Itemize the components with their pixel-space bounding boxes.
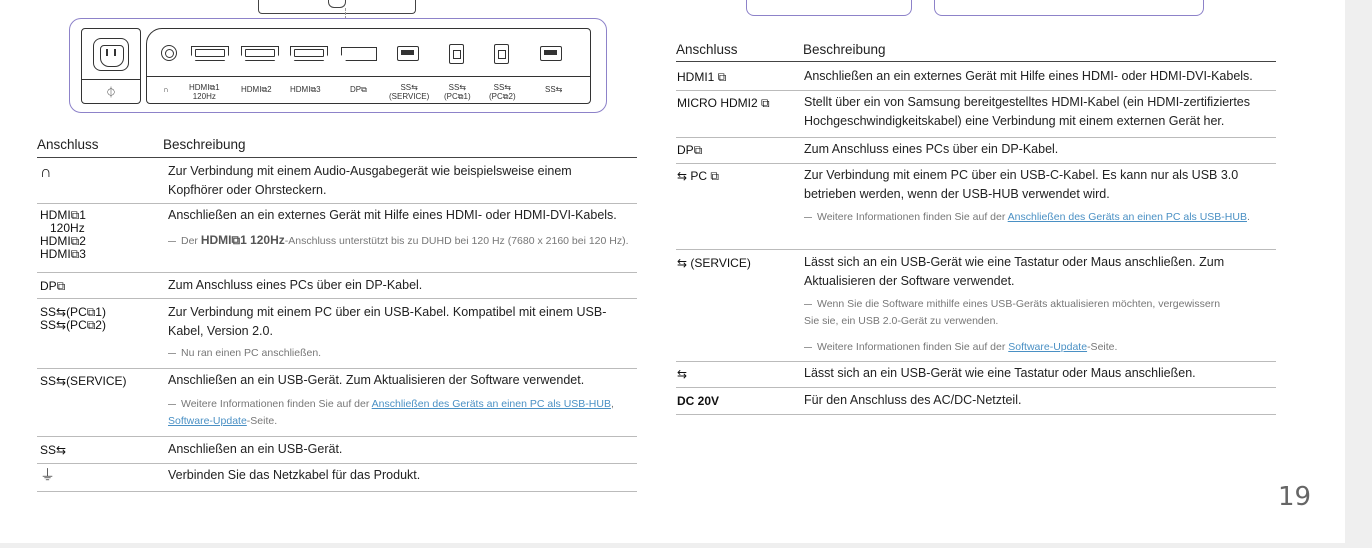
- left-row-port: HDMI⧉1 120Hz HDMI⧉2 HDMI⧉3: [40, 208, 86, 261]
- dp-port-label: DP⧉: [350, 85, 367, 94]
- left-row-desc: Anschließen an ein USB-Gerät. Zum Aktualisieren der Software verwendet.: [168, 373, 585, 387]
- hdmi3-port-icon: [290, 46, 328, 61]
- software-update-link[interactable]: Software-Update: [168, 415, 247, 427]
- usb-hub-link[interactable]: Anschließen des Geräts an einen PC als USB-HUB: [371, 398, 611, 410]
- usb-service-port-label: SS⇆ (SERVICE): [389, 83, 430, 101]
- left-col-header-desc: Beschreibung: [163, 137, 246, 152]
- usb-pc2-port-icon: [494, 44, 509, 64]
- right-row-port: HDMI1 ⧉: [677, 70, 727, 84]
- right-row-port: ⇆ (SERVICE): [677, 256, 751, 270]
- left-row-desc: Zum Anschluss eines PCs über ein DP-Kabel.: [168, 278, 423, 292]
- right-row-desc: Zur Verbindung mit einem PC über ein USB-C-Kabel. Es kann nur als USB 3.0 betrieben werden, wenn der USB-HUB verwendet wird.: [804, 168, 1239, 201]
- right-row-desc: Lässt sich an ein USB-Gerät wie eine Tastatur oder Maus anschließen.: [804, 366, 1196, 380]
- connector-diagram: [66, 0, 608, 116]
- right-row-desc: Stellt über ein von Samsung bereitgestelltes HDMI-Kabel (ein HDMI-zertifiziertes Hochgeschwindigkeitskabel) eine Verbindung mit einem externen Gerät her.: [804, 95, 1251, 128]
- right-row-port: DP⧉: [677, 143, 703, 157]
- usb-hub-link[interactable]: Anschließen des Geräts an einen PC als USB-HUB: [1007, 211, 1247, 223]
- software-update-link[interactable]: Software-Update: [1008, 341, 1088, 353]
- right-row-port: ⇆: [677, 367, 688, 381]
- left-row-note: Nu ran einen PC anschließen.: [168, 345, 628, 362]
- page-number: 19: [1278, 482, 1312, 512]
- hdmi2-port-label: HDMI⧉2: [241, 85, 272, 94]
- hdmi3-port-label: HDMI⧉3: [290, 85, 321, 94]
- right-row-note: Weitere Informationen finden Sie auf der Software-Update-Seite.: [804, 339, 1264, 356]
- left-row-desc: Zur Verbindung mit einem PC über ein USB-Kabel. Kompatibel mit einem USB-Kabel, Version 2.0.: [168, 305, 607, 338]
- audio-port-icon: [161, 45, 177, 61]
- right-row-note: Weitere Informationen finden Sie auf der Anschließen des Geräts an einen PC als USB-HUB.: [804, 209, 1259, 226]
- power-plug-icon: ⏚: [40, 467, 56, 484]
- usb-pc1-port-icon: [449, 44, 464, 64]
- right-row-desc: Lässt sich an ein USB-Gerät wie eine Tastatur oder Maus anschließen. Zum Aktualisieren der Software verwendet.: [804, 255, 1225, 288]
- audio-port-label: ∩: [163, 85, 169, 94]
- power-block: [81, 28, 141, 104]
- right-row-note: Wenn Sie die Software mithilfe eines USB-Geräts aktualisieren möchten, vergewissern Sie sie, ein USB 2.0-Gerät zu verwenden.: [804, 298, 1221, 327]
- left-row-note: Weitere Informationen finden Sie auf der Anschließen des Geräts an einen PC als USB-HUB, Software-Update-Seite.: [168, 398, 614, 427]
- left-col-header-port: Anschluss: [37, 137, 99, 152]
- right-row-desc: Für den Anschluss des AC/DC-Netzteil.: [804, 393, 1022, 407]
- hdmi1-port-label: HDMI⧉1 120Hz: [189, 83, 220, 101]
- right-col-header-port: Anschluss: [676, 42, 738, 57]
- left-row-port: DP⧉: [40, 279, 66, 293]
- power-socket-icon: [93, 38, 129, 71]
- right-row-port: MICRO HDMI2 ⧉: [677, 96, 770, 110]
- left-row-port: SS⇆(SERVICE): [40, 374, 127, 388]
- cutoff-shape-left: [746, 0, 912, 16]
- left-row-note: Der HDMI⧉1 120Hz-Anschluss unterstützt bis zu DUHD bei 120 Hz (7680 x 2160 bei 120 Hz).: [168, 232, 630, 250]
- left-row-desc: Verbinden Sie das Netzkabel für das Produkt.: [168, 468, 421, 482]
- stand-neck: [328, 0, 346, 8]
- hdmi1-port-icon: [191, 46, 229, 61]
- right-row-desc: Zum Anschluss eines PCs über ein DP-Kabel.: [804, 142, 1059, 156]
- cutoff-shape-right: [934, 0, 1204, 16]
- port-block: [146, 28, 591, 104]
- usb-a-port-label: SS⇆: [545, 85, 563, 94]
- hdmi2-port-icon: [241, 46, 279, 61]
- usb-a-port-icon: [540, 46, 562, 61]
- right-scroll-rail[interactable]: [1345, 0, 1372, 548]
- bottom-bar: [0, 543, 1372, 548]
- right-row-port: ⇆ PC ⧉: [677, 169, 719, 183]
- left-row-desc: Anschließen an ein USB-Gerät.: [168, 442, 343, 456]
- power-label: ⏀: [82, 79, 140, 103]
- right-row-port: DC 20V: [677, 394, 720, 408]
- usb-pc1-port-label: SS⇆ (PC⧉1): [444, 83, 471, 101]
- usb-service-port-icon: [397, 46, 419, 61]
- right-row-desc: Anschließen an ein externes Gerät mit Hilfe eines HDMI- oder HDMI-DVI-Kabels.: [804, 69, 1253, 83]
- left-row-desc: Zur Verbindung mit einem Audio-Ausgabegerät wie beispielsweise einem Kopfhörer oder Ohrsteckern.: [168, 164, 572, 197]
- left-row-port: SS⇆: [40, 443, 67, 457]
- headphone-icon: ∩: [40, 164, 52, 181]
- dp-port-icon: [341, 47, 377, 61]
- left-row-port: SS⇆(PC⧉1) SS⇆(PC⧉2): [40, 305, 106, 332]
- left-row-desc: Anschließen an ein externes Gerät mit Hilfe eines HDMI- oder HDMI-DVI-Kabels.: [168, 208, 617, 222]
- right-col-header-desc: Beschreibung: [803, 42, 886, 57]
- usb-pc2-port-label: SS⇆ (PC⧉2): [489, 83, 516, 101]
